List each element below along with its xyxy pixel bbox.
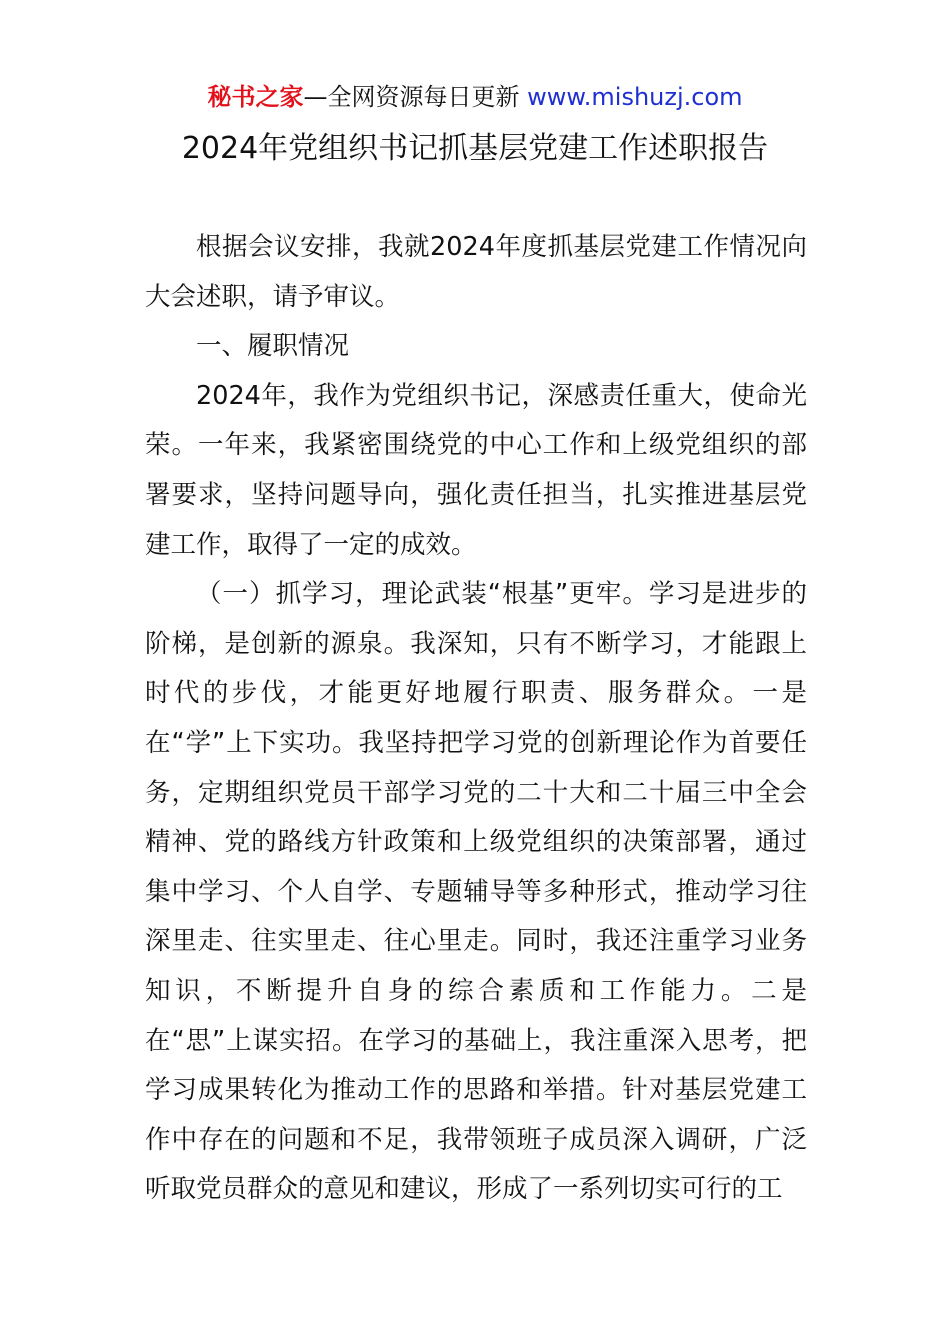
site-banner	[0, 80, 950, 114]
paragraph-study: （一）抓学习，理论武装“根基”更牢。学习是进步的阶梯，是创新的源泉。我深知，只有不断学习，才能跟上时代的步伐，才能更好地履行职责、服务群众。一是在“学”上下实功。我坚持把学习党的创新理论作为首要任务，定期组织党员干部学习党的二十大和二十届三中全会精神、党的路线方针政策和上级党组织的决策部署，通过集中学习、个人自学、专题辅导等多种形式，推动学习往深里走、往实里走、往心里走。同时，我还注重学习业务知识，不断提升自身的综合素质和工作能力。二是在“思”上谋实招。在学习的基础上，我注重深入思考，把学习成果转化为推动工作的思路和举措。针对基层党建工作中存在的问题和不足，我带领班子成员深入调研，广泛听取党员群众的意见和建议，形成了一系列切实可行的工	[145, 579, 807, 1205]
document-body	[145, 223, 807, 1215]
banner-url[interactable]: www.mishuzj.com	[527, 83, 743, 111]
banner-slogan: —全网资源每日更新	[303, 83, 528, 111]
paragraph-overview: 2024年，我作为党组织书记，深感责任重大，使命光荣。一年来，我紧密围绕党的中心工作和上级党组织的部署要求，坚持问题导向，强化责任担当，扎实推进基层党建工作，取得了一定的成效。	[145, 380, 807, 560]
banner-brand: 秘书之家	[207, 83, 304, 111]
section-heading-duty: 一、履职情况	[196, 331, 350, 362]
paragraph-intro: 根据会议安排，我就2024年度抓基层党建工作情况向大会述职，请予审议。	[145, 232, 807, 312]
document-title: 2024年党组织书记抓基层党建工作述职报告	[181, 131, 769, 166]
